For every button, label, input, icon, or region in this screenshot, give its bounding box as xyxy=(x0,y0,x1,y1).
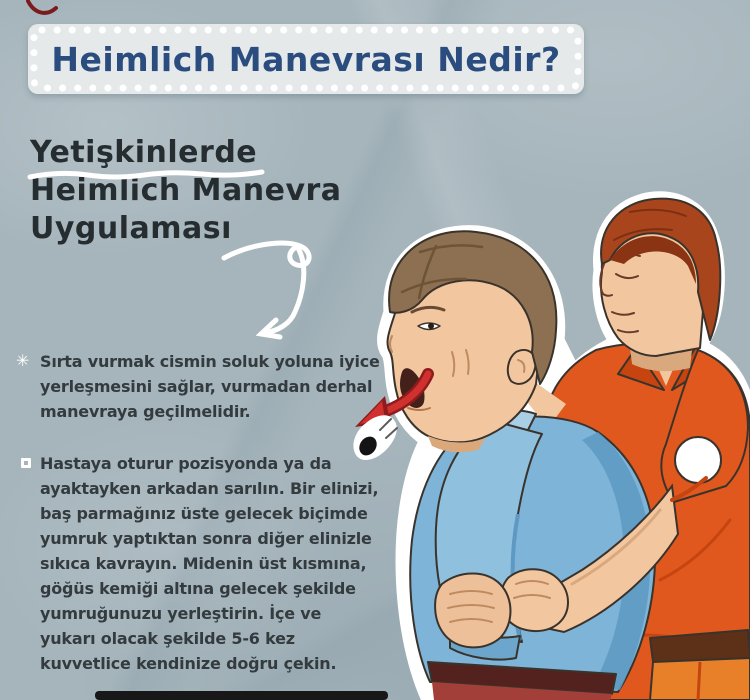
subtitle-line-2: Heimlich Manevra xyxy=(30,173,342,208)
white-circle-badge xyxy=(675,437,721,483)
subtitle-line-3: Uygulaması xyxy=(30,211,232,246)
bullet-point-1: Sırta vurmak cismin soluk yoluna iyice yerleşmesini sağlar, vurmadan derhal manevraya geçilmelidir. xyxy=(40,352,380,421)
page-title: Heimlich Manevrası Nedir? xyxy=(51,39,561,79)
curly-arrow xyxy=(224,243,309,337)
pants-crease xyxy=(698,662,700,700)
bullet-point-2: Hastaya oturur pozisyonda ya da ayaktayken arkadan sarılın. Bir elinizi, baş parmağınız üste gelecek biçimde yumruk yaptıktan sonra diğer elinizle sıkıca kavrayın. Midenin üst kısmına, göğüs kemiği altına gelecek şekilde yumruğunuzu yerleştirin. İçe ve yukarı olacak şekilde 5-6 kez kuvvetlice kendinize doğru çekin. xyxy=(40,454,379,673)
fist xyxy=(501,569,568,631)
cropped-red-scribble xyxy=(28,1,56,13)
cropped-bottom-element xyxy=(95,691,388,700)
asterisk-bullet-icon: ✳ xyxy=(16,351,30,370)
subtitle-line-1: Yetişkinlerde xyxy=(30,135,258,170)
pupil xyxy=(428,323,434,329)
wrapping-hand xyxy=(435,574,510,648)
